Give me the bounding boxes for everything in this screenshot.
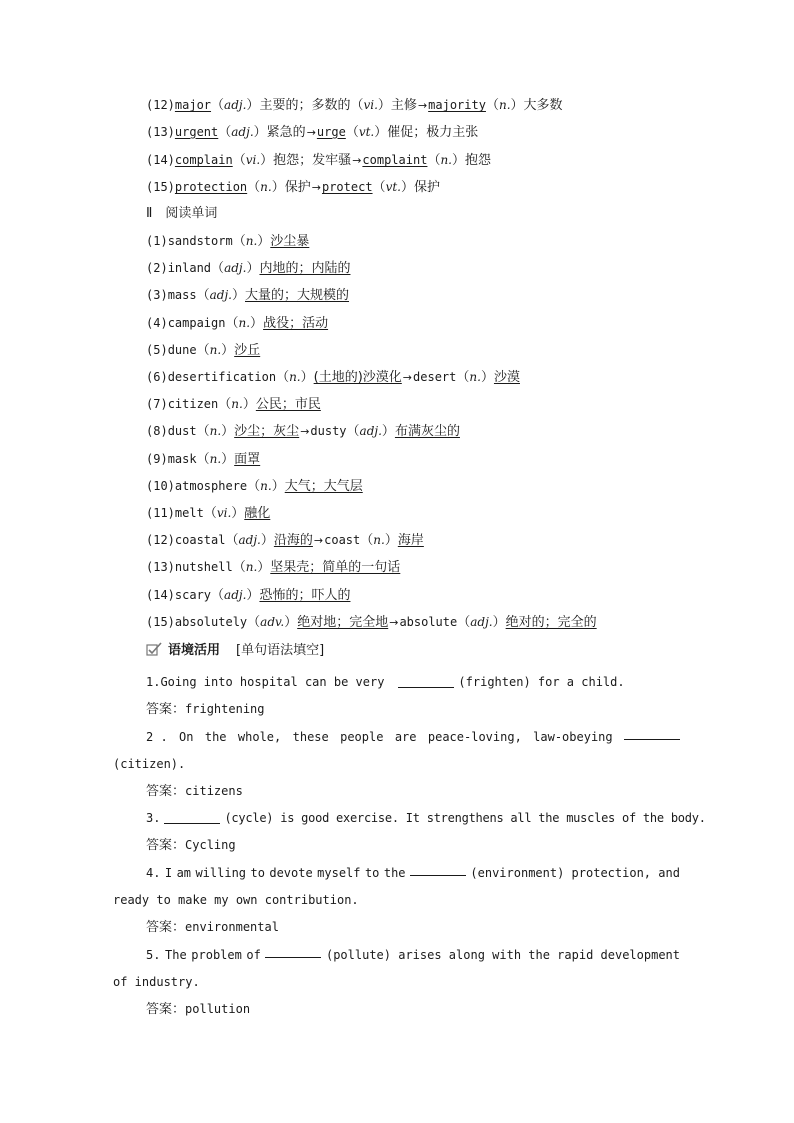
answer-text: frightening	[185, 702, 265, 716]
word: dune	[167, 342, 197, 357]
section-title: 语境活用	[168, 643, 221, 658]
part-of-speech: n.	[289, 370, 301, 384]
part-of-speech: vi.	[363, 98, 378, 112]
derived-word: protect	[321, 180, 373, 194]
vocab-item-14: (14)complain（vi.）抱怨；发牢骚→complaint（n.）抱怨	[146, 153, 492, 168]
derived-word: absolute	[399, 614, 458, 629]
word: desertification	[167, 370, 277, 384]
meaning: 沙丘	[234, 342, 261, 358]
reading-word-item: (6)desertification（n.）(土地的)沙漠化→desert（n.）沙漠	[146, 370, 520, 385]
part-of-speech: n.	[238, 315, 251, 330]
answer-text: pollution	[185, 1002, 251, 1016]
question-hint: (frighten) for a child.	[458, 675, 625, 689]
meaning: 沙尘；灰尘	[234, 424, 300, 440]
item-number: (2)	[146, 261, 168, 276]
word: devote	[269, 866, 313, 880]
arrow-icon: →	[311, 181, 321, 194]
answer-blank	[410, 863, 466, 876]
word: of	[246, 948, 261, 962]
arrow-icon: →	[300, 425, 310, 439]
word: to	[250, 866, 265, 880]
meaning: 公民；市民	[255, 397, 321, 413]
part-of-speech: adj.	[209, 288, 232, 303]
part-of-speech: n.	[209, 342, 222, 357]
derived-word: desert	[413, 370, 457, 384]
meaning: 布满灰尘的	[394, 424, 460, 440]
answer-label: 答案：	[146, 1002, 186, 1017]
part-of-speech: n.	[498, 98, 511, 112]
reading-word-item: (14)scary（adj.）恐怖的；吓人的	[146, 587, 351, 603]
meaning: 战役；活动	[263, 315, 329, 331]
meaning: 保护	[284, 180, 311, 195]
item-number: (12)	[146, 98, 175, 112]
answer-5	[146, 999, 250, 1019]
exercise-4-line2: ready to make my own contribution.	[113, 893, 359, 907]
answer-4	[146, 917, 279, 937]
answer-text: citizens	[185, 784, 243, 798]
word: mask	[167, 451, 197, 466]
word: On	[179, 730, 194, 744]
part-of-speech: n.	[231, 397, 243, 412]
part-of-speech: adj.	[231, 125, 254, 139]
word: citizen	[167, 397, 219, 412]
answer-label: 答案：	[146, 920, 186, 935]
arrow-icon: →	[389, 615, 399, 629]
item-number: (5)	[146, 342, 168, 357]
reading-word-item: (9)mask（n.）面罩	[146, 451, 261, 467]
meaning: 沙漠	[493, 370, 520, 385]
item-number: (14)	[146, 587, 175, 602]
reading-word-item: (1)sandstorm（n.）沙尘暴	[146, 234, 310, 249]
meaning: (土地的)沙漠化	[313, 370, 402, 385]
word: peace-loving,	[427, 730, 522, 744]
reading-word-item: (10)atmosphere（n.）大气；大气层	[146, 478, 363, 494]
meaning: 绝对的；完全的	[505, 614, 597, 630]
item-number: (10)	[146, 478, 175, 493]
derived-word: dusty	[310, 424, 347, 439]
word: willing	[195, 866, 247, 880]
meaning: 内地的；内陆的	[259, 261, 351, 277]
part-of-speech: n.	[260, 478, 272, 493]
word: I	[164, 866, 173, 880]
exercise-5-line1	[146, 945, 680, 965]
answer-label: 答案：	[146, 838, 186, 853]
part-of-speech: adv.	[260, 614, 285, 629]
word: am	[176, 866, 192, 880]
meaning: 大气；大气层	[284, 478, 363, 494]
item-number: (15)	[146, 180, 175, 194]
meaning: 坚果壳；简单的一句话	[270, 560, 401, 576]
exercise-4-line1	[146, 863, 680, 883]
part-of-speech: adj.	[224, 261, 247, 276]
derived-word: majority	[428, 98, 486, 112]
exercise-2-line1	[146, 727, 680, 747]
reading-word-item: (3)mass（adj.）大量的；大规模的	[146, 288, 350, 304]
arrow-icon: →	[402, 371, 413, 384]
question-text: 1.Going into hospital can be very	[146, 675, 385, 689]
part-of-speech: vi.	[245, 153, 261, 167]
word: urgent	[174, 125, 219, 139]
section-heading-reading-words: Ⅱ 阅读单词	[146, 206, 218, 221]
section-heading-context-use	[146, 640, 324, 660]
part-of-speech: adj.	[470, 614, 493, 629]
word: campaign	[167, 315, 226, 330]
word: mass	[167, 288, 197, 303]
word: melt	[174, 506, 204, 520]
word: myself	[317, 866, 361, 880]
word: are	[394, 730, 417, 744]
item-number: (9)	[146, 451, 168, 466]
meaning: 主修	[390, 98, 417, 113]
derived-word: coast	[324, 533, 361, 548]
part-of-speech: adj.	[238, 533, 261, 548]
part-of-speech: n.	[469, 370, 481, 384]
meaning: 抱怨	[465, 153, 492, 168]
derived-word: urge	[316, 125, 346, 139]
reading-word-item: (5)dune（n.）沙丘	[146, 342, 261, 358]
part-of-speech: n.	[245, 234, 258, 248]
part-of-speech: adj.	[359, 424, 382, 439]
answer-blank	[265, 945, 321, 958]
answer-2	[146, 781, 243, 801]
word: the	[204, 730, 227, 744]
word: major	[174, 98, 212, 112]
meaning: 保护	[414, 180, 441, 195]
arrow-icon: →	[306, 126, 316, 139]
part-of-speech: vt.	[385, 180, 401, 194]
meaning: 主要的；多数的	[259, 98, 351, 113]
vocab-item-13: (13)urgent（adj.）紧急的→urge（vt.）催促；极力主张	[146, 125, 479, 140]
exercise-5-line2: of industry.	[113, 975, 200, 989]
item-number: (14)	[146, 153, 175, 167]
word: scary	[174, 587, 212, 602]
item-number: (8)	[146, 424, 168, 439]
word: law-obeying	[533, 730, 613, 744]
question-hint: (pollute) arises along with the rapid development	[325, 948, 680, 962]
reading-word-item: (15)absolutely（adv.）绝对地；完全地→absolute（adj.）绝对的；完全的	[146, 614, 597, 630]
word: 5.	[146, 948, 161, 962]
item-number: (3)	[146, 288, 168, 303]
item-number: (6)	[146, 370, 168, 384]
part-of-speech: n.	[209, 451, 222, 466]
answer-blank	[624, 727, 680, 740]
meaning: 面罩	[234, 451, 261, 467]
exercise-1	[146, 672, 625, 692]
word: dust	[167, 424, 197, 439]
meaning: 抱怨；发牢骚	[273, 153, 352, 168]
answer-label: 答案：	[146, 702, 186, 717]
reading-word-item: (11)melt（vi.）融化	[146, 506, 271, 521]
meaning: 绝对地；完全地	[297, 614, 389, 630]
word: absolutely	[174, 614, 248, 629]
answer-blank	[164, 811, 220, 824]
answer-text: Cycling	[185, 838, 236, 852]
arrow-icon: →	[313, 534, 324, 548]
part-of-speech: n.	[260, 180, 272, 194]
exercise-2-line2: (citizen).	[113, 757, 186, 771]
part-of-speech: vi.	[216, 506, 232, 520]
item-number: (13)	[146, 125, 175, 139]
item-number: (4)	[146, 315, 168, 330]
item-number: (11)	[146, 506, 175, 520]
word: inland	[167, 261, 212, 276]
word: problem	[191, 948, 242, 962]
meaning: 大多数	[523, 98, 563, 113]
meaning: 融化	[244, 506, 271, 521]
part-of-speech: adj.	[224, 98, 247, 112]
word: the	[383, 866, 406, 880]
meaning: 催促；极力主张	[387, 125, 479, 140]
word: coastal	[174, 533, 226, 548]
part-of-speech: n.	[245, 560, 258, 575]
checkmark-box-icon	[146, 642, 162, 656]
word: The	[165, 948, 187, 962]
word: atmosphere	[174, 478, 248, 493]
arrow-icon: →	[417, 99, 428, 112]
derived-word: complaint	[362, 153, 428, 167]
arrow-icon: →	[352, 154, 362, 167]
question-hint: (environment) protection, and	[470, 866, 680, 880]
item-number: (1)	[146, 234, 168, 248]
meaning: 紧急的	[266, 125, 306, 140]
answer-text: environmental	[185, 920, 279, 934]
meaning: 海岸	[397, 533, 424, 549]
reading-word-item: (12)coastal（adj.）沿海的→coast（n.）海岸	[146, 533, 424, 549]
item-number: (15)	[146, 614, 175, 629]
word: nutshell	[174, 560, 233, 575]
answer-blank	[398, 675, 454, 688]
word: complain	[174, 153, 233, 167]
reading-word-item: (13)nutshell（n.）坚果壳；简单的一句话	[146, 560, 401, 576]
part-of-speech: n.	[373, 533, 385, 548]
meaning: 大量的；大规模的	[245, 288, 350, 304]
word: sandstorm	[167, 234, 233, 248]
word: 4.	[146, 866, 161, 880]
word: 2 .	[146, 730, 168, 744]
word: protection	[174, 180, 248, 194]
part-of-speech: n.	[440, 153, 452, 167]
word: to	[364, 866, 380, 880]
part-of-speech: adj.	[224, 587, 247, 602]
word: people	[340, 730, 384, 744]
question-text: (cycle) is good exercise. It strengthens all the muscles of the body.	[224, 811, 706, 825]
section-subtitle: [单句语法填空]	[236, 643, 325, 658]
vocab-item-12: (12)major（adj.）主要的；多数的（vi.）主修→majority（n.）大多数	[146, 98, 563, 113]
reading-word-item: (2)inland（adj.）内地的；内陆的	[146, 261, 351, 277]
answer-1	[146, 699, 265, 719]
answer-label: 答案：	[146, 784, 186, 799]
reading-word-item: (8)dust（n.）沙尘；灰尘→dusty（adj.）布满灰尘的	[146, 424, 460, 440]
item-number: (7)	[146, 397, 168, 412]
vocab-item-15: (15)protection（n.）保护→protect（vt.）保护	[146, 180, 441, 195]
answer-3	[146, 835, 236, 855]
meaning: 沙尘暴	[270, 234, 310, 249]
part-of-speech: n.	[209, 424, 222, 439]
meaning: 沿海的	[273, 533, 313, 549]
item-number: (12)	[146, 533, 175, 548]
part-of-speech: vt.	[358, 125, 375, 139]
word: these	[292, 730, 329, 744]
reading-word-item: (4)campaign（n.）战役；活动	[146, 315, 329, 331]
meaning: 恐怖的；吓人的	[259, 587, 351, 603]
reading-word-item: (7)citizen（n.）公民；市民	[146, 397, 321, 413]
question-number: 3.	[146, 811, 161, 825]
exercise-3	[146, 808, 706, 828]
item-number: (13)	[146, 560, 175, 575]
word: whole,	[237, 730, 282, 744]
